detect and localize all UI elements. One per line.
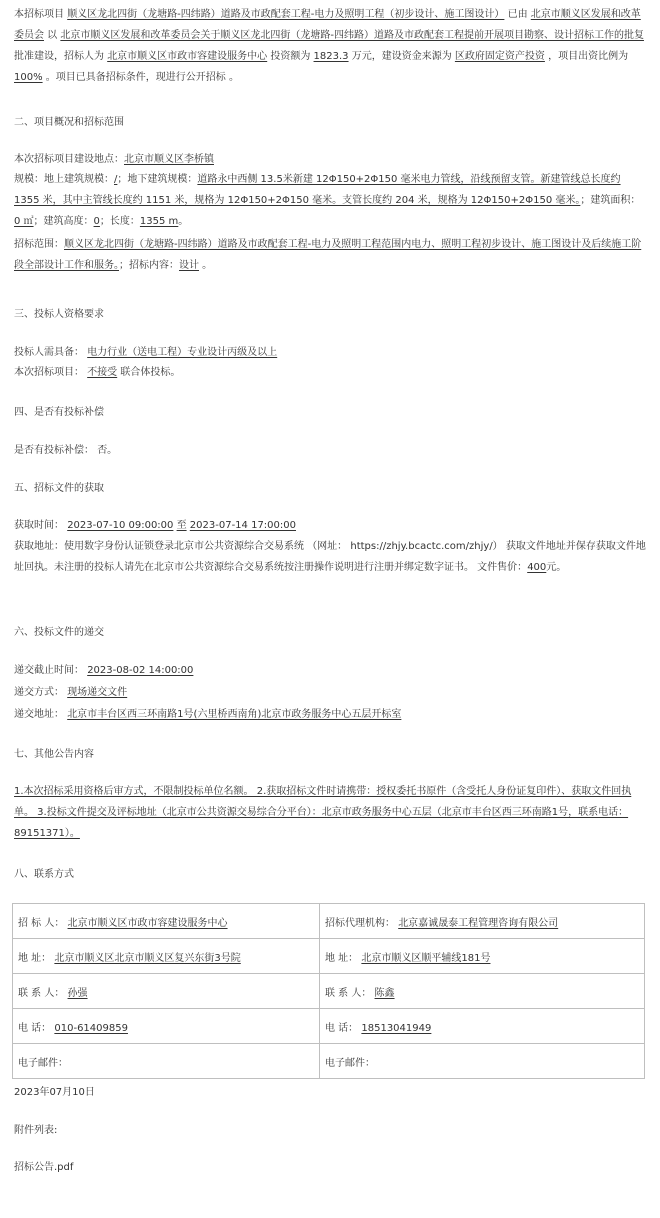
- contact-cell: [320, 974, 645, 1009]
- section-title: 四、是否有投标补偿: [14, 407, 104, 418]
- contact-cell: [320, 939, 645, 974]
- contact-cell: [320, 904, 645, 939]
- intro-paragraph: [14, 4, 646, 88]
- section-title: 五、招标文件的获取: [14, 483, 104, 494]
- fund-source: 区政府固定资产投资: [454, 51, 545, 62]
- document-price: 400: [527, 562, 547, 573]
- tenderer-address: 北京市顺义区北京市顺义区复兴东街3号院: [54, 952, 241, 964]
- field-label: 递交地址：: [14, 709, 64, 720]
- section-title: 八、联系方式: [14, 869, 74, 880]
- field-label: 招标范围：: [14, 239, 64, 250]
- investment-amount: 1823.3: [313, 51, 349, 62]
- section-8: [14, 866, 646, 884]
- intro-text: 已由: [504, 9, 531, 20]
- intro-text: 万元，建设资金来源为: [348, 51, 455, 62]
- field-label: 招标代理机构：: [325, 917, 395, 929]
- section-title: 六、投标文件的递交: [14, 627, 104, 638]
- intro-text: 投资额为: [267, 51, 314, 62]
- section-title: 七、其他公告内容: [14, 749, 94, 760]
- contact-cell: [13, 974, 320, 1009]
- section-6: [14, 624, 646, 642]
- contact-row: [13, 904, 645, 939]
- field-label: 递交方式：: [14, 687, 64, 698]
- section-4-body: [14, 441, 646, 460]
- underground-scale: 道路永中西侧 13.5米新建 12Φ150+2Φ150 毫米电力管线，沿线预留支管。新建管线总长度约 1355 米，其中主管线长度约 1151 米，规格为 12Φ150+2Φ150 毫米。支管长度约 204 米，规格为 12Φ150+2Φ150 毫米。: [14, 174, 621, 206]
- field-label: 地 址：: [325, 952, 359, 964]
- approval-document: 北京市顺义区发展和改革委员会关于顺义区龙北四街（龙塘路-四纬路）道路及市政配套工程提前开展项目勘察、设计招标工作的批复: [60, 30, 644, 41]
- building-area: 0 ㎡: [14, 216, 34, 227]
- agency-value: 北京嘉诚晟泰工程管理咨询有限公司: [398, 917, 559, 929]
- intro-text: 本招标项目: [14, 9, 68, 20]
- tenderer-phone: 010-61409859: [54, 1022, 128, 1034]
- section-title: 三、投标人资格要求: [14, 309, 104, 320]
- contact-cell: [13, 939, 320, 974]
- field-label: ；地下建筑规模：: [117, 174, 198, 185]
- field-label: 获取时间：: [14, 520, 64, 531]
- above-ground-scale: /: [114, 174, 118, 185]
- agency-phone: 18513041949: [361, 1022, 432, 1034]
- contact-row: [13, 1009, 645, 1044]
- approver-name: 北京市顺义区发展和改革委员会: [14, 9, 641, 41]
- attachment-label: 附件列表:: [14, 1125, 58, 1136]
- field-label: 地 址：: [18, 952, 52, 964]
- project-length: 1355 m: [139, 216, 179, 227]
- compensation-value: 否。: [97, 445, 118, 456]
- attachment-file-link[interactable]: 招标公告.pdf: [14, 1162, 74, 1173]
- section-5-body: [14, 516, 646, 578]
- acquire-end-time: 2023-07-14 17:00:00: [189, 520, 296, 531]
- field-label: 电子邮件：: [325, 1057, 375, 1069]
- field-text: 元。: [546, 562, 567, 573]
- acquire-start-time: 2023-07-10 09:00:00: [67, 520, 174, 531]
- contact-row: [13, 974, 645, 1009]
- section-6-body: [14, 660, 646, 726]
- investment-ratio: 100%: [14, 72, 43, 83]
- contact-row: [13, 939, 645, 974]
- acquire-address-text: 获取地址：使用数字身份认证锁登录北京市公共资源综合交易系统 （网址： https://zhjy.bcactc.com/zhjy/） 获取文件地址并保存获取文件地址回执。未注册的投标人请先在北京市公共资源综合交易系统按注册操作说明进行注册并绑定数字证书。 文件售价：: [14, 541, 646, 573]
- agency-address: 北京市顺义区顺平辅线181号: [361, 952, 491, 964]
- field-label: 规模：地上建筑规模：: [14, 174, 114, 185]
- attachment-block: [14, 1121, 646, 1140]
- field-label: 电子邮件：: [18, 1057, 68, 1069]
- field-label: 本次招标项目：: [14, 367, 84, 378]
- field-label: 招 标 人：: [18, 917, 65, 929]
- field-label: ；长度：: [99, 216, 140, 227]
- punctuation: 。: [178, 216, 189, 227]
- field-text: 联合体投标。: [117, 367, 181, 378]
- project-location: 北京市顺义区李桥镇: [124, 154, 214, 165]
- tender-scope: 顺义区龙北四街（龙塘路-四纬路）道路及市政配套工程-电力及照明工程范围内电力、照明工程初步设计、施工图设计及后续施工阶段全部设计工作和服务。: [14, 239, 642, 271]
- attachment-file-block: [14, 1158, 646, 1177]
- field-label: ；建筑高度：: [33, 216, 94, 227]
- other-announcement-text: 1.本次招标采用资格后审方式，不限制投标单位名额。 2.获取招标文件时请携带：授权委托书原件（含受托人身份证复印件）、获取文件回执单。 3.投标文件提交及评标地址（北京市公共资源交易综合分平台）：北京市政务服务中心五层（北京市丰台区西三环南路1号，联系电话：89151371）。: [14, 786, 632, 839]
- field-label: ；建筑面积：: [580, 195, 641, 206]
- agency-contact: 陈鑫: [374, 987, 395, 999]
- tenderer-name: 北京市顺义区市政市容建设服务中心: [107, 51, 268, 62]
- submission-method: 现场递交文件: [67, 687, 128, 698]
- announcement-date: 2023年07月10日: [14, 1087, 95, 1098]
- section-4: [14, 404, 646, 422]
- project-name: 顺义区龙北四街（龙塘路-四纬路）道路及市政配套工程-电力及照明工程（初步设计、施工图设计）: [67, 9, 505, 20]
- field-label: 联 系 人：: [325, 987, 372, 999]
- qualification-requirement: 电力行业（送电工程）专业设计丙级及以上: [87, 347, 278, 358]
- field-label: 电 话：: [18, 1022, 52, 1034]
- announcement-date-block: [14, 1083, 646, 1102]
- section-5: [14, 480, 646, 498]
- section-3-body: [14, 343, 646, 382]
- field-label: 本次招标项目建设地点：: [14, 154, 124, 165]
- contact-table: [12, 903, 645, 1079]
- section-7: [14, 746, 646, 764]
- tenderer-contact: 孙强: [67, 987, 88, 999]
- field-label: 电 话：: [325, 1022, 359, 1034]
- field-label: 递交截止时间：: [14, 665, 84, 676]
- section-3: [14, 306, 646, 324]
- contact-cell: [13, 1009, 320, 1044]
- contact-cell: [320, 1009, 645, 1044]
- field-label: ；招标内容：: [119, 260, 179, 271]
- intro-text: 以: [44, 30, 61, 41]
- section-2: [14, 114, 646, 132]
- punctuation: 。: [199, 260, 213, 271]
- section-2-body: [14, 150, 646, 276]
- section-title: 二、项目概况和招标范围: [14, 117, 124, 128]
- field-text: 至: [176, 520, 187, 531]
- contact-cell: [13, 1044, 320, 1079]
- tender-content: 设计: [179, 260, 199, 271]
- building-height: 0: [93, 216, 100, 227]
- submission-deadline: 2023-08-02 14:00:00: [87, 665, 194, 676]
- section-7-body: [14, 781, 646, 844]
- field-label: 是否有投标补偿：: [14, 445, 94, 456]
- contact-row: [13, 1044, 645, 1079]
- intro-text: 。项目已具备招标条件，现进行公开招标 。: [42, 72, 239, 83]
- joint-bid-value: 不接受: [87, 367, 118, 378]
- field-label: 投标人需具备：: [14, 347, 84, 358]
- intro-text: ，项目出资比例为: [544, 51, 629, 62]
- contact-cell: [320, 1044, 645, 1079]
- tenderer-value: 北京市顺义区市政市容建设服务中心: [67, 917, 228, 929]
- intro-text: 批准建设，招标人为: [14, 51, 108, 62]
- contact-cell: [13, 904, 320, 939]
- field-label: 联 系 人：: [18, 987, 65, 999]
- submission-address: 北京市丰台区西三环南路1号(六里桥西南角)北京市政务服务中心五层开标室: [67, 709, 402, 720]
